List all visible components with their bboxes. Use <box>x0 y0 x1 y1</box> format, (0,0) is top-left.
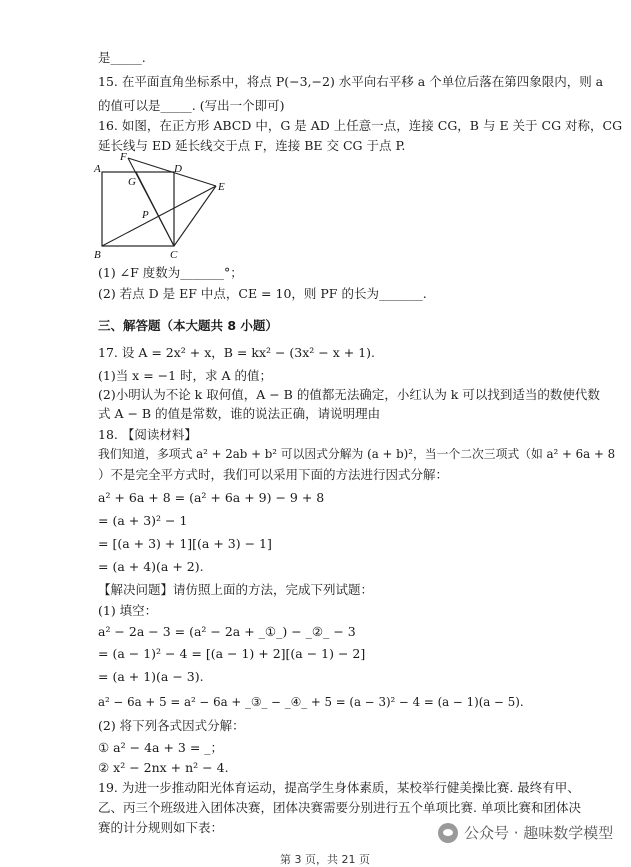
wechat-icon <box>438 823 458 843</box>
text-line: (1) ∠F 度数为_______°； <box>98 265 243 280</box>
text-line: 【解决问题】请仿照上面的方法，完成下列试题： <box>98 582 374 597</box>
text-line: 是_____. <box>98 50 146 65</box>
text-line: 我们知道，多项式 a² + 2ab + b² 可以因式分解为 (a + b)²，当一个二次三项式（如 a² + 6a + 8 <box>98 447 616 461</box>
line-ce <box>174 186 216 246</box>
text-line: 赛的计分规则如下表： <box>98 820 224 835</box>
label-e: E <box>218 181 225 193</box>
watermark <box>438 822 613 843</box>
square-geometry-figure <box>92 150 242 262</box>
text-line: ）不是完全平方式时，我们可以采用下面的方法进行因式分解： <box>98 467 449 482</box>
question-15: 15. 在平面直角坐标系中，将点 P(−3,−2) 水平向右平移 a 个单位后落在第四象限内，则 a <box>98 74 604 89</box>
section-heading: 三、解答题（本大题共 8 小题） <box>98 318 278 333</box>
text-line: (2) 若点 D 是 EF 中点，CE = 10，则 PF 的长为_______. <box>98 286 427 301</box>
text-line: 乙、丙三个班级进入团体决赛，团体决赛需要分别进行五个单项比赛. 单项比赛和团体决 <box>98 800 581 815</box>
formula-line: a² − 2a − 3 = (a² − 2a + _①_) − _②_ − 3 <box>98 624 356 639</box>
formula-line: ② x² − 2nx + n² − 4. <box>98 760 229 775</box>
square-abcd <box>102 172 174 246</box>
text-line: 的值可以是_____. (写出一个即可) <box>98 98 285 113</box>
question-19: 19. 为进一步推动阳光体育运动，提高学生身体素质，某校举行健美操比赛. 最终有甲、 <box>98 780 580 795</box>
watermark-text: 公众号 · 趣味数学模型 <box>464 824 614 842</box>
formula-line: a² − 6a + 5 = a² − 6a + _③_ − _④_ + 5 = (a − 3)² − 4 = (a − 1)(a − 5). <box>98 695 524 709</box>
label-p: P <box>142 209 149 221</box>
page-footer: 第 3 页，共 21 页 <box>280 853 370 866</box>
label-b: B <box>94 249 101 261</box>
label-g: G <box>128 176 136 188</box>
formula-line: = (a + 3)² − 1 <box>98 513 188 528</box>
label-d: D <box>174 163 182 175</box>
formula-line: = (a − 1)² − 4 = [(a − 1) + 2][(a − 1) − 2] <box>98 646 366 661</box>
text-line: 延长线与 ED 延长线交于点 F，连接 BE 交 CG 于点 P. <box>98 138 406 153</box>
label-f: F <box>120 151 127 163</box>
formula-line: a² + 6a + 8 = (a² + 6a + 9) − 9 + 8 <box>98 490 325 505</box>
text-line: (1) 填空： <box>98 603 158 618</box>
text-line: 式 A − B 的值是常数，谁的说法正确，请说明理由 <box>98 406 381 421</box>
label-c: C <box>170 249 178 261</box>
formula-line: = [(a + 3) + 1][(a + 3) − 1] <box>98 536 272 551</box>
text-line: (2)小明认为不论 k 取何值，A − B 的值都无法确定，小红认为 k 可以找到适当的数使代数 <box>98 387 600 402</box>
formula-line: = (a + 4)(a + 2). <box>98 559 204 574</box>
text-line: (1)当 x = −1 时，求 A 的值； <box>98 368 273 383</box>
formula-line: = (a + 1)(a − 3). <box>98 669 204 684</box>
question-17: 17. 设 A = 2x² + x，B = kx² − (3x² − x + 1). <box>98 345 376 360</box>
question-16: 16. 如图，在正方形 ABCD 中，G 是 AD 上任意一点，连接 CG，B 与 E 关于 CG 对称，CG <box>98 118 623 133</box>
label-a: A <box>94 163 101 175</box>
question-18: 18. 【阅读材料】 <box>98 427 197 442</box>
formula-line: ① a² − 4a + 3 = _； <box>98 740 224 755</box>
text-line: (2) 将下列各式因式分解： <box>98 718 245 733</box>
